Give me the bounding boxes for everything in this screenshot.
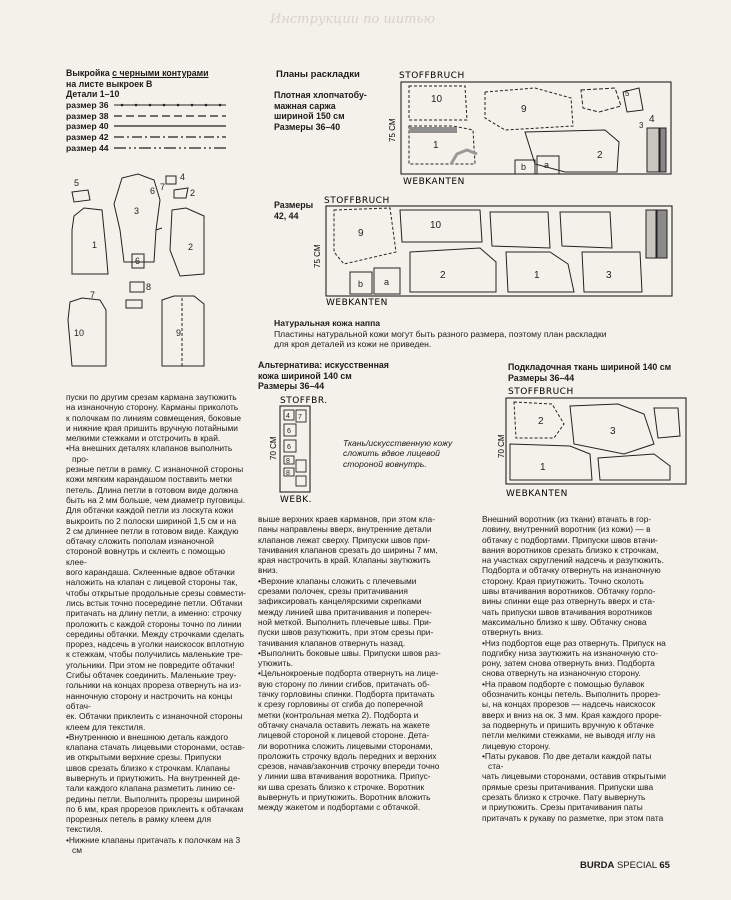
plan1-fold-label: STOFFBRUCH: [399, 71, 465, 81]
text-line: вверх и вниз на ок. 3 мм. Края каждого проре-: [482, 709, 662, 720]
text-line: ы, на концах прорезов — надсечь наискосок: [482, 699, 656, 710]
pattern-legend: [66, 68, 226, 153]
text-line: на изнаночную сторону. Карманы приколоть: [66, 402, 239, 413]
plan1-piece-5: 5: [625, 89, 630, 98]
lining-fold-label: STOFFBRUCH: [508, 387, 574, 397]
text-line: края настрочить в край. Клапаны заутюжить: [258, 555, 431, 566]
text-line: притачать к рукаву по разметке, при этом пата: [482, 812, 664, 823]
layout-plan-lining: [494, 384, 694, 502]
text-line: вины спинки еще раз отвернуть вверх и ста-: [482, 596, 655, 607]
text-line: петли мелкими стежками, не выводя иглу на: [482, 730, 656, 741]
text-line: снова отвернуть на изнаночную сторону.: [482, 668, 641, 679]
lining-selvage-label: WEBKANTEN: [506, 489, 568, 499]
text-line: прорез, надсечь в уголки наискосок вплотную: [66, 639, 244, 650]
text-line: Сгибы обтачек соединить. Маленькие треу-: [66, 670, 237, 681]
lining-piece-3: 3: [610, 426, 616, 437]
text-line: выкроить по 2 полоски шириной 1,5 см и на: [66, 515, 237, 526]
legend-row-40: размер 40: [66, 121, 226, 132]
text-line: проложить строчку вдоль передних и верхних: [258, 750, 437, 761]
svg-text:6: 6: [287, 444, 291, 451]
text-line: ловину, внутренний воротник (из кожи) — в: [482, 524, 651, 535]
text-line: 2 см длиннее петли в готовом виде. Каждую: [66, 525, 239, 536]
text-line: швов срезать близко к строчкам. Клапаны: [66, 762, 230, 773]
text-line: сторону. Края приутюжить. Точно сколоть: [482, 575, 644, 586]
svg-text:8: 8: [286, 458, 290, 465]
piece-2-small-shape: [174, 188, 188, 198]
text-line: тали каждого клапана разметить линию се-: [66, 783, 236, 794]
plan1-piece-3: 3: [639, 121, 644, 130]
alt-note: Ткань/искусственную кожу сложить вдвое лицевой стороной вовнутрь.: [343, 438, 453, 469]
text-line: у линии шва втачивания воротника. Припус-: [258, 771, 431, 782]
plan2-piece-3: 3: [606, 270, 612, 281]
plan2-width-label: 75 CM: [313, 244, 322, 268]
piece-1-shape: [72, 208, 108, 274]
plan2-piece-9: 9: [358, 228, 364, 239]
text-line: между жакетом и подбортами с обтачкой.: [258, 802, 421, 813]
plan2-piece-1: 1: [534, 270, 540, 281]
piece-7-shape: [126, 300, 142, 308]
text-line: утюжить.: [258, 658, 294, 669]
text-line: рону, затем снова отвернуть вниз. Подборта: [482, 658, 655, 669]
alt-fold-label: STOFFBR.: [280, 396, 328, 406]
text-line: середины обтачки. Между строчками сделать: [66, 628, 244, 639]
faint-header: Инструкции по шитью: [270, 12, 435, 27]
text-line: ной меткой. Выполнить плечевые швы. При-: [258, 616, 432, 627]
plan2-piece-b: b: [358, 279, 364, 289]
piece-2-shape: [170, 208, 204, 276]
text-line: лицевой стороной к лицевой стороне. Дета-: [258, 730, 430, 741]
text-line: к стежкам, чтобы получились маленькие тре-: [66, 649, 243, 660]
legend-row-36: размер 36: [66, 100, 226, 111]
page-footer: [580, 860, 670, 871]
svg-text:4: 4: [286, 413, 290, 420]
text-line: гольники на концах прореза отвернуть на из-: [66, 680, 242, 691]
text-line: Внешний воротник (из ткани) втачать в гор-: [482, 514, 652, 524]
text-line: ки шва срезать близко к строчке. Воротник: [258, 781, 425, 792]
text-line: срезами полочек, срезы притачивания: [258, 586, 408, 597]
plan2-piece-2: 2: [440, 270, 446, 281]
text-line: и нижние края пришить вручную потайными: [66, 422, 238, 433]
text-column-2: [258, 514, 470, 813]
text-column-1: [66, 392, 246, 855]
text-line: пуски по другим срезам кармана заутюжить: [66, 392, 237, 402]
legend-row-44: размер 44: [66, 143, 226, 154]
plan1-piece-a: a: [544, 160, 550, 170]
text-line: вниз.: [258, 565, 278, 576]
svg-text:7: 7: [298, 414, 302, 421]
plan2-fold-label: STOFFBRUCH: [324, 196, 390, 206]
text-line: и приутюжить. Срезы притачивания паты: [482, 802, 643, 813]
svg-text:6: 6: [287, 428, 291, 435]
text-line: редины петли. Выполнить прорезы шириной: [66, 793, 240, 804]
plan2-piece-10: 10: [430, 220, 442, 231]
alt-heading: Альтернатива: искусственная кожа шириной 140 см Размеры 36–44: [258, 360, 389, 391]
footer-brand: BURDA: [580, 860, 615, 871]
pattern-pieces-diagram: [62, 170, 232, 380]
line-style-40: [114, 123, 226, 129]
pp-label-1: 1: [92, 240, 98, 250]
text-line: на участках скруглений надсечь и разутюжить.: [482, 555, 664, 566]
text-line: Для обтачки каждой петли из лоскута кожи: [66, 505, 234, 516]
text-line: к срезу горловины от сгиба до поперечной: [258, 699, 423, 710]
text-line: клапанов лежат сверху. Припуски швов при-: [258, 534, 431, 545]
text-line: лицевую сторону.: [482, 740, 551, 751]
text-line: •На правом подборте с помощью булавок: [482, 678, 645, 689]
text-line: •Верхние клапаны сложить с плечевыми: [258, 575, 417, 586]
pp-label-7: 7: [160, 182, 166, 192]
line-style-44: [114, 145, 226, 151]
plan2-selvage-label: WEBKANTEN: [326, 298, 388, 308]
text-line: нанночную сторону и настрочить на концы обтач-: [66, 690, 233, 711]
plan1-piece-10: 10: [431, 94, 443, 105]
plan2-heading: Размеры 42, 44: [274, 200, 314, 221]
pp-label-4: 4: [180, 172, 186, 182]
text-line: вую сторону по линии сгибов, притачать об-: [258, 678, 430, 689]
plan1-piece-9: 9: [521, 104, 527, 115]
text-line: быть на 2 мм больше, чем диаметр пуговицы.: [66, 494, 246, 505]
text-line: вания воротников срезать близко к строчкам,: [482, 544, 659, 555]
text-line: к полочкам по линиям совмещения, боковые: [66, 412, 242, 423]
alt-width-label: 70 CM: [269, 436, 278, 460]
text-line: вывернуть и приутюжить. Воротник вложить: [258, 792, 431, 803]
pp-label-9: 9: [176, 328, 182, 338]
text-line: вого карандаша. Склеенные вдвое обтачки: [66, 567, 235, 578]
text-line: угольники. При этом не повредите обтачки!: [66, 659, 235, 670]
layout-plan-2: [310, 192, 675, 310]
text-line: притачать на длину петли, а именно: строчку: [66, 608, 242, 619]
text-line: отвернуть вниз.: [482, 627, 544, 638]
plan1-piece-b: b: [521, 162, 527, 172]
text-line: проложить с каждой стороны точно по линии: [66, 618, 242, 629]
lining-piece-2: 2: [538, 416, 544, 427]
layout-plan-alt: [258, 394, 338, 506]
line-style-36: [114, 102, 226, 108]
text-line: обозначить концы петель. Выполнить прорез-: [482, 689, 661, 700]
text-line: по 6 мм, края прорезов приклеить к обтачкам: [66, 803, 244, 814]
pp-label-2: 2: [188, 242, 194, 252]
text-line: ив открытыми верхние срезы. Припуски: [66, 752, 222, 763]
piece-9-shape: [162, 296, 204, 366]
alt-selvage-label: WEBK.: [280, 495, 313, 505]
piece-5-shape: [72, 190, 90, 202]
text-line: метки (контрольная метка 2). Подборта и: [258, 709, 419, 720]
plan1-piece-4: 4: [649, 114, 655, 125]
text-line: ли воротника сложить лицевыми сторонами,: [258, 740, 433, 751]
text-line: тачивания клапанов отвернуть назад.: [258, 637, 406, 648]
text-line: •Цельнокроеные подборта отвернуть на лице-: [258, 668, 439, 679]
text-line: клапана стачать лицевыми сторонами, остав-: [66, 742, 245, 753]
text-line: тачку горловины спинки. Подборта притачать: [258, 689, 435, 700]
legend-title: Выкройка с черными контурами на листе выкроек В Детали 1–10: [66, 68, 226, 100]
plan1-width-label: 75 CM: [388, 118, 397, 142]
text-line: пуски швов разутюжить, при этом срезы при-: [258, 627, 434, 638]
text-line: резные петли в рамку. С изнаночной стороны: [66, 464, 244, 475]
plan2-piece-a: a: [384, 277, 390, 287]
legend-row-42: размер 42: [66, 132, 226, 143]
pp-label-3: 3: [134, 206, 140, 216]
text-line: кожи мягким карандашом поставить метки: [66, 474, 232, 485]
text-line: •Внутреннюю и внешнюю деталь каждого: [66, 731, 229, 742]
text-line: стороной вовнутрь и склеить с помощью клее-: [66, 546, 226, 567]
plans-title: Планы раскладки: [276, 69, 360, 80]
leather-note: Натуральная кожа наппа Пластины натуральной кожи могут быть разного размера, поэтому план раскладки для кроя деталей из кожи не приведен.: [274, 318, 607, 349]
plan1-piece-2: 2: [597, 150, 603, 161]
text-line: подгибку низа заутюжить на изнаночную сто-: [482, 647, 658, 658]
text-line: мелкими стежками и отстрочить в край.: [66, 433, 221, 444]
text-line: лись встык точно посередине петли. Обтачки: [66, 597, 243, 608]
text-line: •Низ подбортов еще раз отвернуть. Припуск на: [482, 637, 666, 648]
pp-label-6: 6: [150, 186, 156, 196]
text-line: зафиксировать канцелярскими скрепками: [258, 596, 422, 607]
text-line: •Выполнить боковые швы. Припуски швов раз-: [258, 647, 441, 658]
text-line: петель. Длина петли в готовом виде должна: [66, 484, 238, 495]
text-line: чтобы открытые продольные срезы совмести-: [66, 587, 247, 598]
text-line: прорезных петель в рамку клеем для текстиля.: [66, 814, 212, 835]
line-style-38: [114, 113, 226, 119]
text-line: тачивания клапанов срезать до ширины 7 мм,: [258, 544, 438, 555]
text-line: между линией шва притачивания и попереч-: [258, 606, 432, 617]
text-line: вывернуть и приутюжить. На внутренней де-: [66, 772, 241, 783]
text-line: клеем для текстиля.: [66, 721, 146, 732]
text-line: •На внешних деталях клапанов выполнить про-: [66, 443, 233, 464]
plan1-heading: Плотная хлопчатобу- мажная саржа шириной 150 см Размеры 36–40: [274, 90, 367, 132]
text-line: за подвернуть и пришить вручную к обтачке: [482, 719, 654, 730]
text-line: чать припуски швов втачивания воротников: [482, 606, 653, 617]
pp-label-10: 10: [74, 328, 85, 338]
pp-label-2a: 2: [190, 188, 196, 198]
pp-label-7b: 7: [90, 290, 96, 300]
text-column-3: [482, 514, 668, 823]
plan1-piece-1: 1: [433, 140, 439, 151]
text-line: наложить на клапан с лицевой стороны так,: [66, 577, 238, 588]
line-style-42: [114, 134, 226, 140]
text-line: срезать близко к строчке. Пату вывернуть: [482, 792, 646, 803]
text-line: обтачку сложить пополам изнаночной: [66, 536, 214, 547]
text-line: швы втачивания воротников. Обтачку горло-: [482, 586, 656, 597]
text-line: обтачку сначала оставить лежать на жакете: [258, 719, 430, 730]
text-line: чать лицевыми сторонами, оставив открытыми: [482, 771, 666, 782]
footer-special: SPECIAL: [616, 860, 657, 871]
footer-page-number: 65: [659, 860, 670, 871]
text-line: паны направлены вверх, внутренние детали: [258, 524, 432, 535]
text-line: максимально близко к шву. Обтачку снова: [482, 616, 647, 627]
legend-subtitle: Детали 1–10: [66, 89, 120, 99]
lining-width-label: 70 CM: [497, 434, 506, 458]
text-line: •Нижние клапаны притачать к полочкам на 3 см: [66, 834, 241, 856]
piece-8-shape: [130, 282, 144, 292]
layout-plan-1: [385, 68, 675, 188]
pp-label-6b: 6: [135, 256, 141, 266]
text-line: прямые срезы притачивания. Припуски шва: [482, 781, 654, 792]
legend-row-38: размер 38: [66, 110, 226, 121]
text-line: •Паты рукавов. По две детали каждой паты ста-: [482, 750, 652, 772]
pp-label-8: 8: [146, 282, 152, 292]
plan1-selvage-label: WEBKANTEN: [403, 177, 465, 187]
lining-piece-1: 1: [540, 462, 546, 473]
text-line: Подборта и обтачку отвернуть на изнаночную: [482, 565, 661, 576]
text-line: выше верхних краев карманов, при этом кла-: [258, 514, 435, 524]
svg-text:8: 8: [286, 470, 290, 477]
text-line: ек. Обтачки приклеить с изнаночной стороны: [66, 711, 243, 722]
text-line: срезов, начав/закончив строчку впереди точно: [258, 761, 440, 772]
piece-4-shape: [166, 176, 176, 184]
lining-heading: Подкладочная ткань шириной 140 см Размеры 36–44: [508, 362, 672, 383]
text-line: обтачку с подбортами. Припуски швов втачи-: [482, 534, 658, 545]
pp-label-5: 5: [74, 178, 80, 188]
